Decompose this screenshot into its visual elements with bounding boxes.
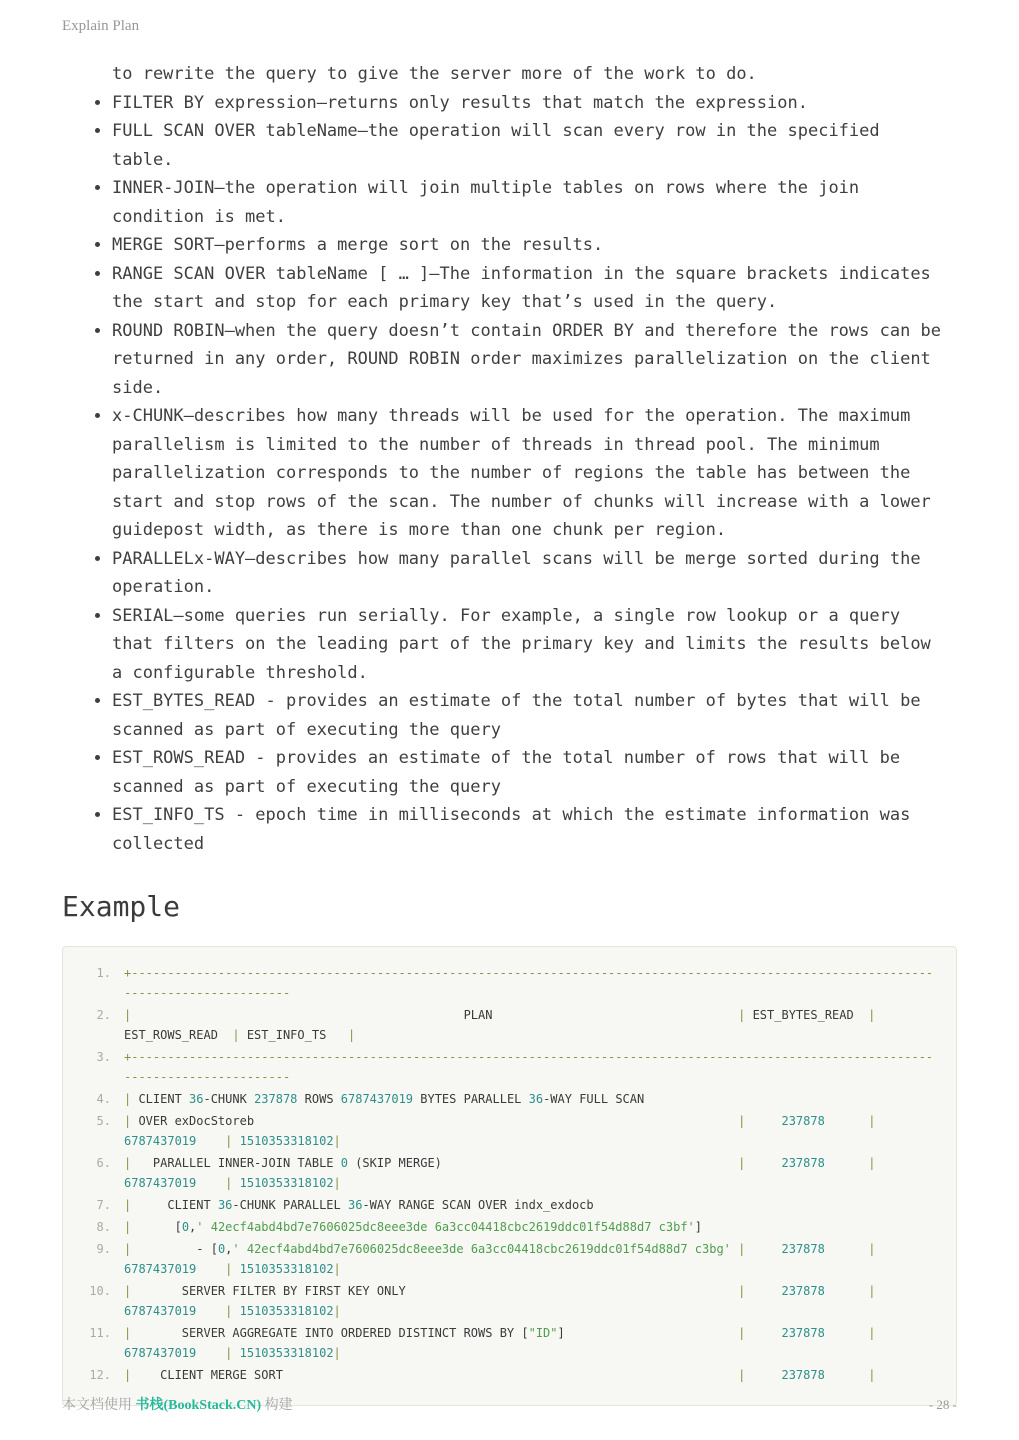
code-line-number: 5.: [96, 1114, 111, 1128]
code-token: 6787437019: [124, 1346, 197, 1360]
code-line-text: [124, 1111, 936, 1151]
code-token: |: [868, 1114, 876, 1128]
code-token: (SKIP MERGE): [347, 1156, 442, 1170]
code-token: ]: [557, 1326, 565, 1340]
code-token: BYTES PARALLEL: [413, 1092, 529, 1106]
intro-paragraph: to rewrite the query to give the server more of the work to do.: [112, 64, 757, 84]
term-item: • MERGE SORT—performs a merge sort on the results.: [112, 231, 951, 260]
page-number: - 28 -: [928, 1397, 957, 1412]
code-token: |: [868, 1008, 876, 1022]
code-line: [63, 1323, 936, 1363]
code-token: |: [868, 1368, 876, 1382]
code-token: [196, 1262, 225, 1276]
code-token: 1510353318102: [239, 1304, 334, 1318]
code-token: |: [868, 1284, 876, 1298]
code-token: |: [124, 1092, 132, 1106]
code-token: 237878: [781, 1368, 825, 1382]
code-token: 6787437019: [124, 1262, 197, 1276]
code-token: |: [124, 1368, 132, 1382]
code-token: [825, 1156, 868, 1170]
term-item: • INNER-JOIN—the operation will join multiple tables on rows where the join condition is met.: [112, 174, 951, 231]
code-token: [825, 1284, 868, 1298]
code-line: [63, 1239, 936, 1279]
code-token: 237878: [254, 1092, 298, 1106]
code-token: [875, 1114, 882, 1128]
code-line-number: 11.: [89, 1326, 111, 1340]
code-token: |: [333, 1176, 341, 1190]
code-token: [406, 1284, 738, 1298]
code-token: 237878: [781, 1156, 825, 1170]
code-token: EST_BYTES_READ: [745, 1008, 869, 1022]
code-line-text: [124, 1365, 936, 1385]
code-token: |: [738, 1008, 746, 1022]
code-token: [196, 1134, 225, 1148]
code-token: |: [738, 1326, 746, 1340]
code-token: [745, 1242, 781, 1256]
code-token: |: [124, 1008, 132, 1022]
term-item: • EST_INFO_TS - epoch time in milliseconds at which the estimate information was collected: [112, 801, 951, 858]
code-token: |: [124, 1156, 132, 1170]
code-token: [196, 1176, 225, 1190]
code-token: [825, 1242, 868, 1256]
code-token: [565, 1326, 738, 1340]
code-token: ' 42ecf4abd4bd7e7606025dc8eee3de 6a3cc04418cbc2619ddc01f54d88d7 c3bg': [232, 1242, 731, 1256]
code-block: [62, 946, 957, 1406]
code-token: |: [738, 1284, 746, 1298]
code-token: |: [333, 1134, 341, 1148]
code-token: 1510353318102: [239, 1134, 334, 1148]
code-token: |: [738, 1156, 746, 1170]
code-line: [63, 1153, 936, 1193]
term-item: • EST_BYTES_READ - provides an estimate of the total number of bytes that will be scanned as part of executing the query: [112, 687, 951, 744]
code-token: [745, 1114, 781, 1128]
code-token: |: [868, 1156, 876, 1170]
code-token: [283, 1368, 738, 1382]
code-token: 237878: [781, 1242, 825, 1256]
code-token: 36: [217, 1198, 233, 1212]
code-token: 237878: [781, 1114, 825, 1128]
code-token: [745, 1156, 781, 1170]
code-token: CLIENT: [131, 1092, 190, 1106]
code-token: +--------------------------------------------------------------------------------------------------------------------------------------: [124, 1050, 934, 1084]
code-token: ROWS: [297, 1092, 341, 1106]
code-line-text: [124, 1323, 936, 1363]
code-token: |: [232, 1028, 240, 1042]
code-token: [825, 1368, 868, 1382]
code-line-text: [124, 1239, 936, 1279]
code-token: -WAY FULL SCAN: [543, 1092, 645, 1106]
code-token: [232, 1262, 239, 1276]
code-token: |: [738, 1368, 746, 1382]
code-line-text: [124, 1047, 936, 1087]
code-token: ' 42ecf4abd4bd7e7606025dc8eee3de 6a3cc04418cbc2619ddc01f54d88d7 c3bf': [196, 1220, 695, 1234]
code-line: [63, 1217, 936, 1237]
code-token: |: [868, 1326, 876, 1340]
code-token: |: [124, 1242, 132, 1256]
code-token: [875, 1326, 882, 1340]
code-line-list: [63, 963, 936, 1385]
code-line-number: 1.: [96, 966, 111, 980]
code-line: [63, 1089, 936, 1109]
code-token: 6787437019: [124, 1176, 197, 1190]
code-token: |: [225, 1262, 233, 1276]
code-line: [63, 1281, 936, 1321]
code-token: -CHUNK PARALLEL: [232, 1198, 348, 1212]
term-item: • RANGE SCAN OVER tableName [ … ]—The information in the square brackets indicates the start and stop for each primary key that’s used in the query.: [112, 260, 951, 317]
code-token: [232, 1346, 239, 1360]
code-line-number: 8.: [96, 1220, 111, 1234]
code-line-number: 2.: [96, 1008, 111, 1022]
code-line: [63, 1111, 936, 1151]
code-token: CLIENT MERGE SORT: [131, 1368, 283, 1382]
code-line-number: 7.: [96, 1198, 111, 1212]
code-token: |: [333, 1346, 341, 1360]
code-token: |: [225, 1176, 233, 1190]
code-token: 1510353318102: [239, 1262, 334, 1276]
code-token: 36: [189, 1092, 204, 1106]
code-token: |: [225, 1134, 233, 1148]
term-item: • PARALLELx-WAY—describes how many parallel scans will be merge sorted during the operation.: [112, 545, 951, 602]
code-token: - [: [131, 1242, 218, 1256]
code-token: |: [333, 1262, 341, 1276]
code-token: |: [738, 1114, 746, 1128]
code-line-number: 12.: [89, 1368, 111, 1382]
code-token: OVER exDocStoreb: [131, 1114, 255, 1128]
code-token: |: [225, 1346, 233, 1360]
code-token: SERVER FILTER BY FIRST KEY ONLY: [131, 1284, 406, 1298]
code-token: [254, 1114, 738, 1128]
code-token: |: [124, 1284, 132, 1298]
code-token: [232, 1176, 239, 1190]
code-token: 1510353318102: [239, 1176, 334, 1190]
term-item: • SERIAL—some queries run serially. For example, a single row lookup or a query that filters on the leading part of the primary key and limits the results below a configurable threshold.: [112, 602, 951, 688]
term-item: • FULL SCAN OVER tableName—the operation will scan every row in the specified table.: [112, 117, 951, 174]
code-token: |: [347, 1028, 356, 1042]
page-header-title: Explain Plan: [62, 18, 140, 34]
code-token: CLIENT: [131, 1198, 218, 1212]
code-line: [63, 963, 936, 1003]
code-token: 0: [217, 1242, 226, 1256]
code-token: |: [124, 1220, 132, 1234]
bookstack-link[interactable]: 书栈(BookStack.CN): [135, 1398, 262, 1413]
code-token: [825, 1114, 868, 1128]
code-line-number: 10.: [89, 1284, 111, 1298]
code-line-number: 3.: [96, 1050, 111, 1064]
footer-build-note: [62, 1394, 293, 1414]
code-line: [63, 1005, 936, 1045]
code-token: |: [738, 1242, 746, 1256]
code-token: 6787437019: [124, 1304, 197, 1318]
code-token: EST_INFO_TS: [239, 1028, 348, 1042]
code-token: [745, 1284, 781, 1298]
code-token: ,: [189, 1220, 197, 1234]
example-heading: Example: [62, 890, 181, 923]
code-token: [825, 1326, 868, 1340]
code-token: -CHUNK: [203, 1092, 255, 1106]
code-token: [: [131, 1220, 182, 1234]
content: [62, 60, 957, 1406]
term-item: • ROUND ROBIN—when the query doesn’t contain ORDER BY and therefore the rows can be returned in any order, ROUND ROBIN order maximizes parallelization on the client side.: [112, 317, 951, 403]
code-token: 6787437019: [124, 1134, 197, 1148]
term-item: • FILTER BY expression—returns only results that match the expression.: [112, 89, 951, 118]
code-token: [442, 1156, 738, 1170]
code-token: 6787437019: [340, 1092, 414, 1106]
code-token: [232, 1134, 239, 1148]
code-token: [875, 1242, 882, 1256]
footer-suffix: 构建: [261, 1398, 293, 1413]
code-token: [196, 1304, 225, 1318]
code-token: [745, 1326, 781, 1340]
code-token: PLAN: [131, 1008, 739, 1022]
code-token: ]: [694, 1220, 703, 1234]
code-token: 237878: [781, 1326, 825, 1340]
code-line-number: 6.: [96, 1156, 111, 1170]
code-token: PARALLEL INNER-JOIN TABLE: [131, 1156, 341, 1170]
code-line-text: [124, 1281, 936, 1321]
code-token: |: [124, 1114, 132, 1128]
code-line-text: [124, 1217, 936, 1237]
code-token: SERVER AGGREGATE INTO ORDERED DISTINCT ROWS BY [: [131, 1326, 529, 1340]
term-item: • x-CHUNK—describes how many threads will be used for the operation. The maximum parallelism is limited to the number of threads in thread pool. The minimum parallelization corresponds to the number of regions the table has between the start and stop rows of the scan. The number of chunks will increase with a lower guidepost width, as there is more than one chunk per region.: [112, 402, 951, 545]
term-item: • EST_ROWS_READ - provides an estimate of the total number of rows that will be scanned as part of executing the query: [112, 744, 951, 801]
code-token: 237878: [781, 1284, 825, 1298]
footer-prefix: 本文档使用: [62, 1398, 136, 1413]
code-token: -WAY RANGE SCAN OVER indx_exdocb: [362, 1198, 594, 1212]
code-token: 36: [347, 1198, 363, 1212]
code-line-text: [124, 1195, 936, 1215]
code-token: 0: [181, 1220, 190, 1234]
code-token: |: [333, 1304, 341, 1318]
code-token: [875, 1284, 882, 1298]
code-token: [196, 1346, 225, 1360]
page-footer: [62, 1394, 957, 1414]
code-line-number: 4.: [96, 1092, 111, 1106]
code-token: [875, 1156, 882, 1170]
code-token: |: [868, 1242, 876, 1256]
code-line: [63, 1365, 936, 1385]
term-list: [62, 89, 957, 859]
code-line-text: [124, 1089, 936, 1109]
code-token: 36: [528, 1092, 544, 1106]
code-token: 1510353318102: [239, 1346, 334, 1360]
code-line: [63, 1195, 936, 1215]
code-token: [745, 1368, 781, 1382]
code-line-text: [124, 963, 936, 1003]
code-line-text: [124, 1005, 936, 1045]
code-line-number: 9.: [96, 1242, 111, 1256]
code-token: [232, 1304, 239, 1318]
code-token: EST_ROWS_READ: [124, 1008, 883, 1042]
code-line-text: [124, 1153, 936, 1193]
code-token: +--------------------------------------------------------------------------------------------------------------------------------------: [124, 966, 934, 1000]
code-token: ,: [225, 1242, 233, 1256]
code-token: |: [124, 1198, 132, 1212]
code-token: |: [124, 1326, 132, 1340]
code-token: "ID": [528, 1326, 558, 1340]
code-token: |: [225, 1304, 233, 1318]
code-token: 0: [340, 1156, 348, 1170]
code-line: [63, 1047, 936, 1087]
